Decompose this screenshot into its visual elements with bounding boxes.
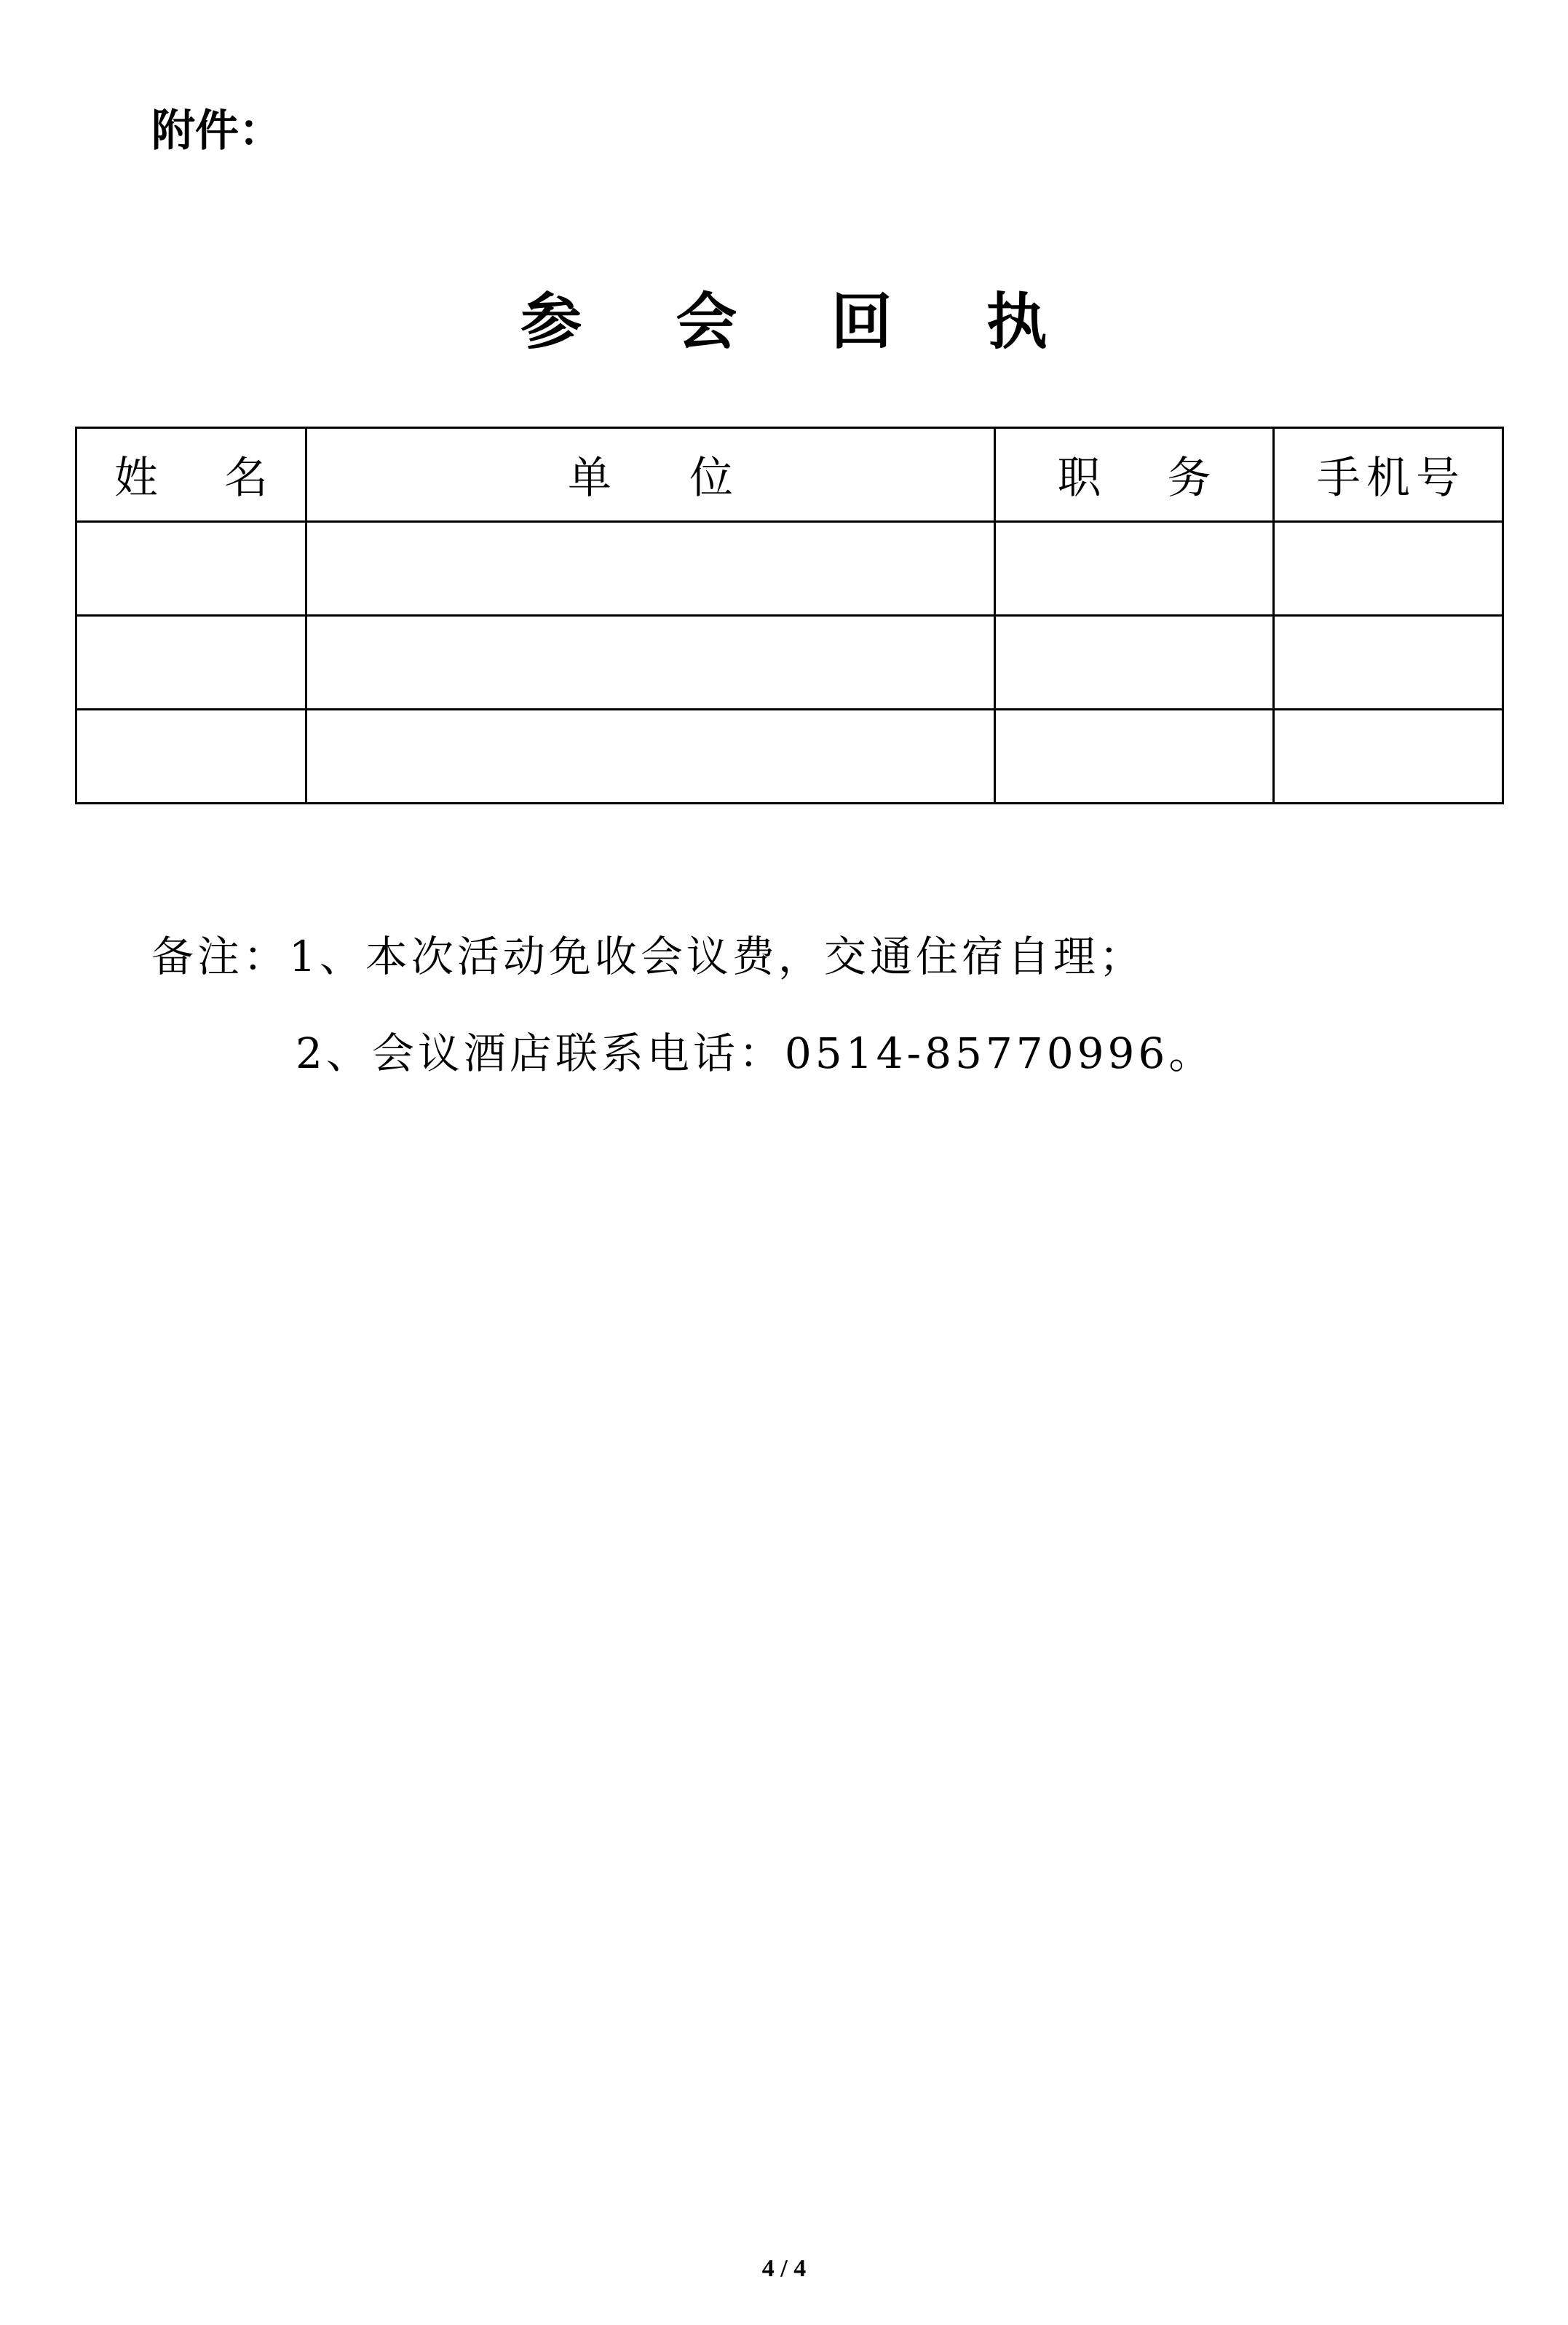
- page-number: 4 / 4: [761, 2255, 807, 2282]
- note-line-1: 备注：1、本次活动免收会议费，交通住宿自理；: [151, 932, 1145, 981]
- header-unit: 单 位: [306, 428, 995, 522]
- attachment-label: 附件：: [151, 106, 282, 157]
- registration-table: [75, 427, 1504, 804]
- table-header-row: [76, 428, 1503, 522]
- header-position: 职 务: [995, 428, 1274, 522]
- note-line-2: 2、会议酒店联系电话：0514-85770996。: [296, 1029, 1215, 1078]
- cell-phone: [1274, 710, 1503, 804]
- cell-phone: [1274, 616, 1503, 710]
- document-title: 参 会 回 执: [520, 286, 1084, 357]
- cell-position: [995, 710, 1274, 804]
- cell-unit: [306, 522, 995, 616]
- cell-position: [995, 616, 1274, 710]
- header-phone: 手机号: [1274, 428, 1503, 522]
- cell-name: [76, 616, 306, 710]
- cell-name: [76, 522, 306, 616]
- table-row: [76, 522, 1503, 616]
- table-row: [76, 710, 1503, 804]
- table-row: [76, 616, 1503, 710]
- cell-unit: [306, 710, 995, 804]
- header-name: 姓 名: [76, 428, 306, 522]
- cell-phone: [1274, 522, 1503, 616]
- cell-name: [76, 710, 306, 804]
- cell-unit: [306, 616, 995, 710]
- cell-position: [995, 522, 1274, 616]
